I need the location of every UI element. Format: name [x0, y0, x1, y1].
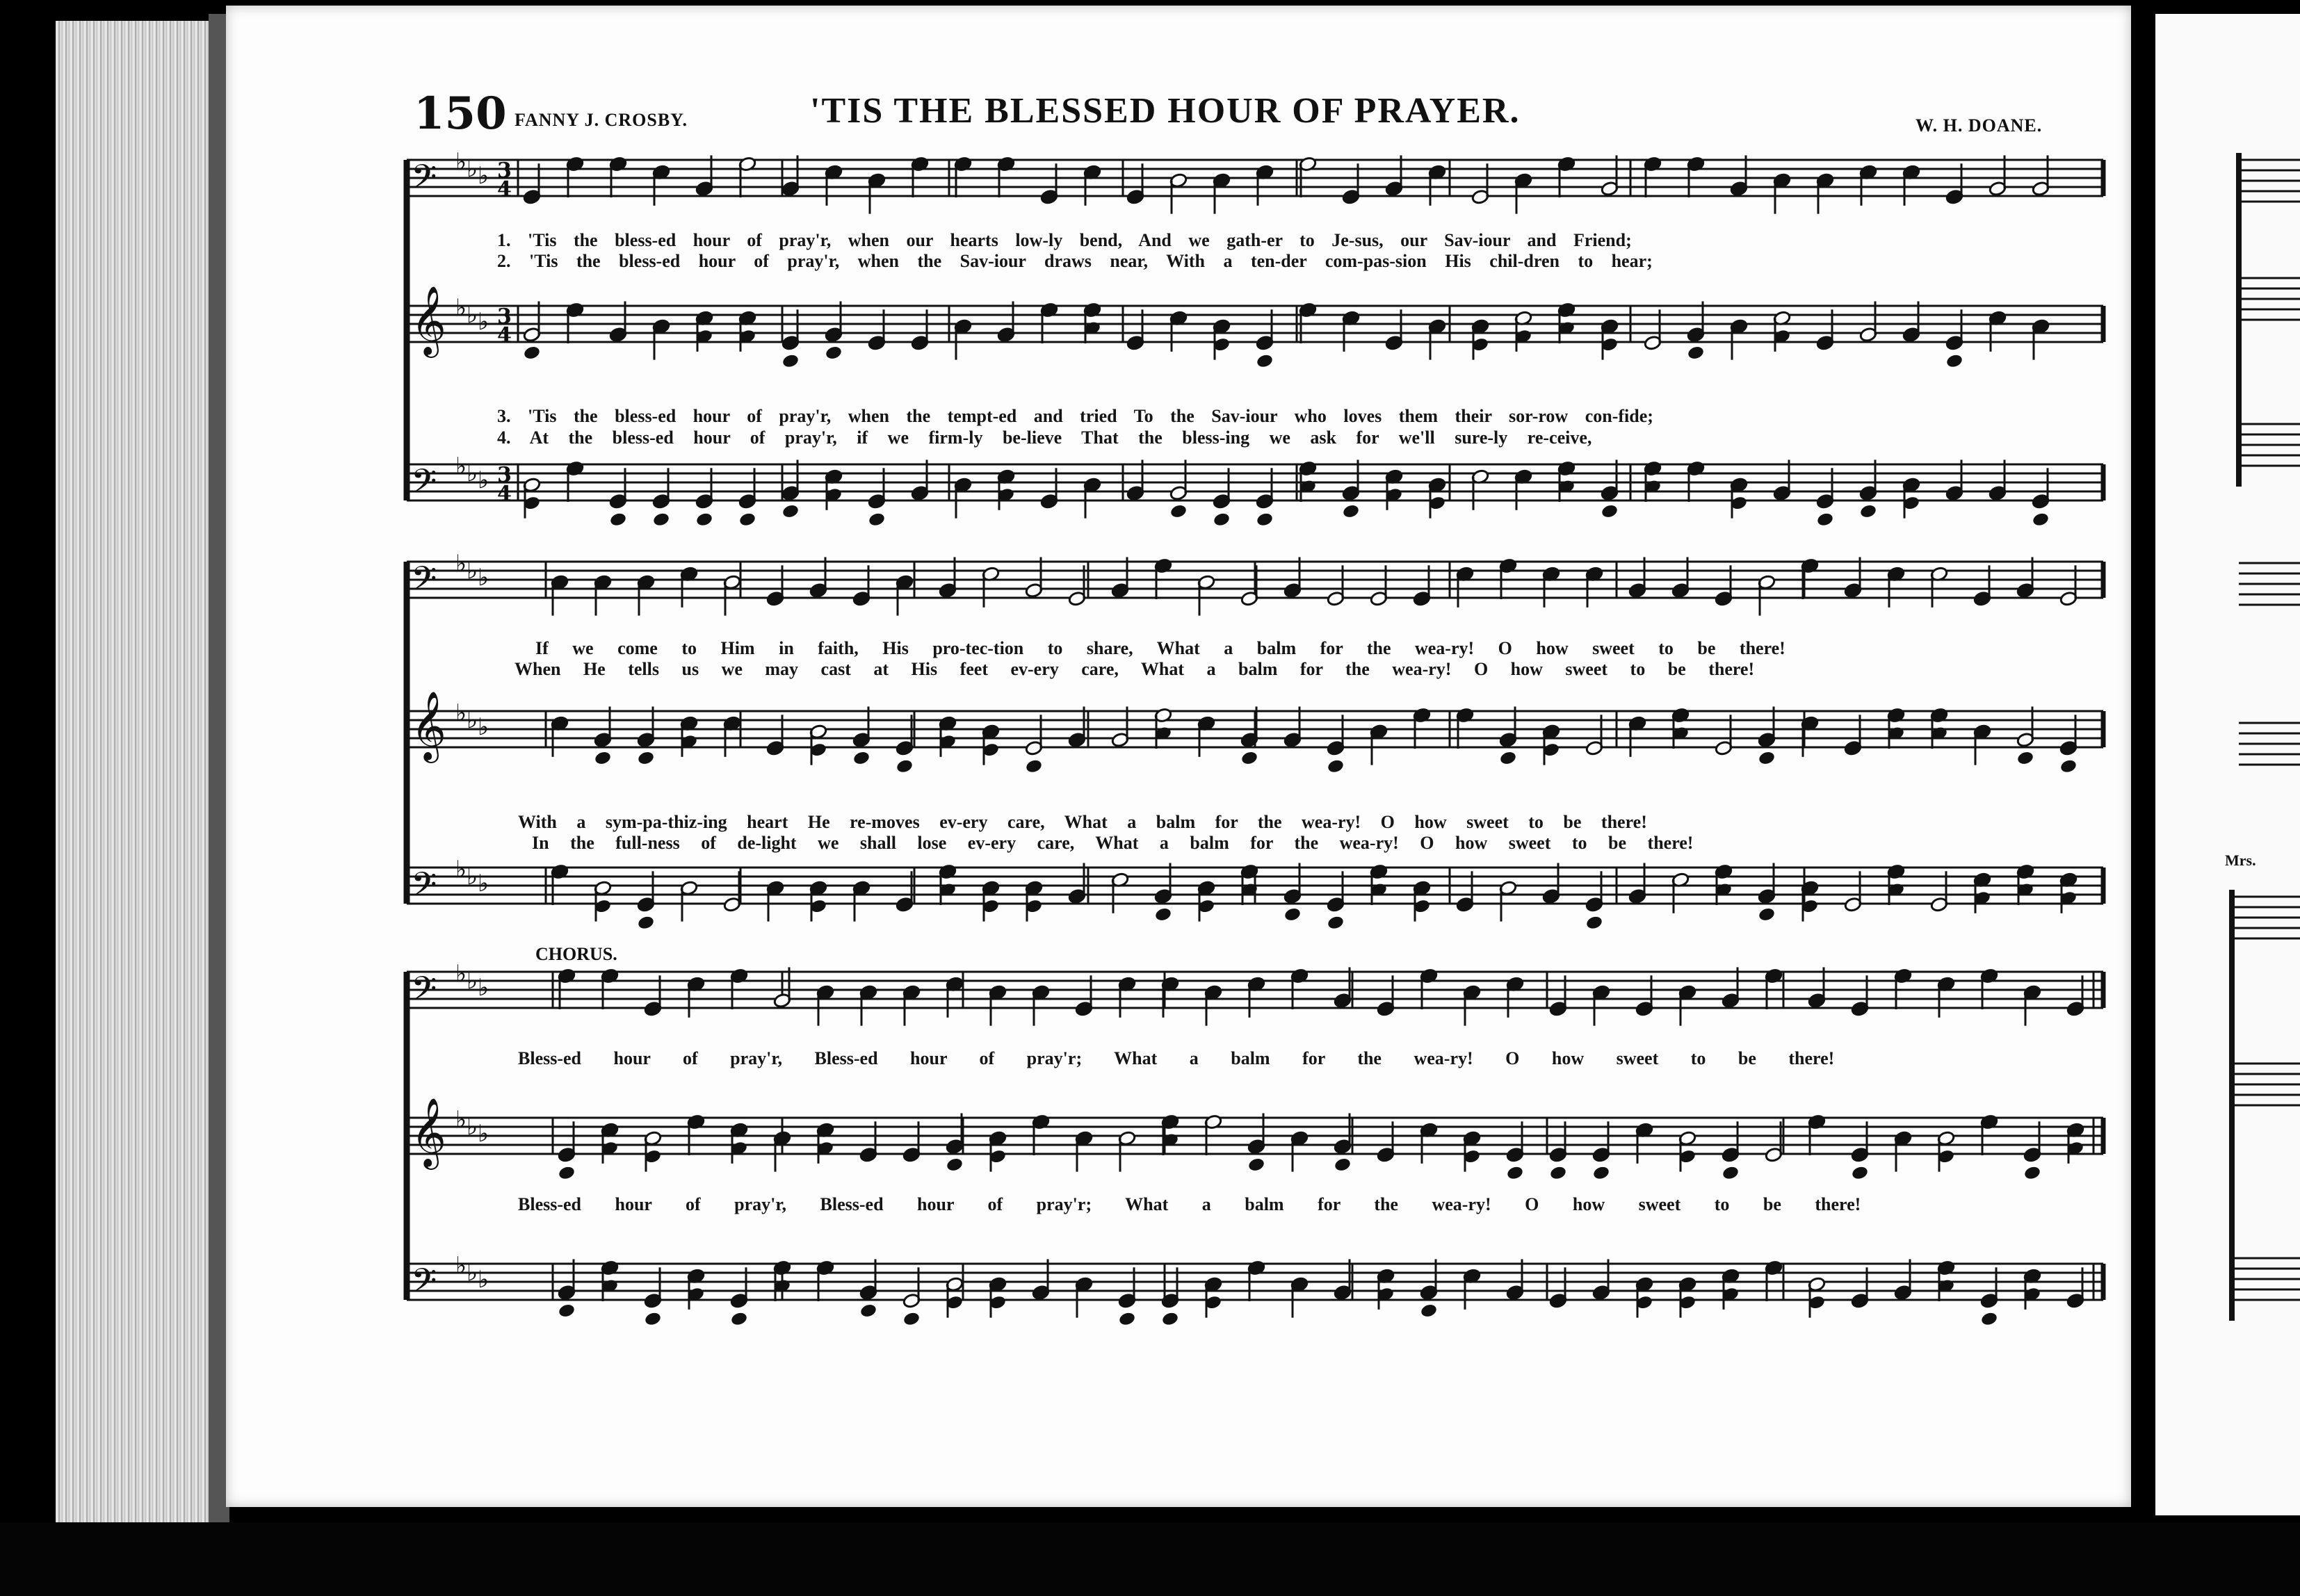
flat-sign-icon: ♭ — [455, 856, 467, 883]
adjacent-page-label: Mrs. — [2225, 852, 2256, 869]
clef-icon: 𝄞 — [411, 1098, 446, 1167]
adjacent-staff-2 — [2239, 278, 2300, 320]
note-head — [868, 512, 886, 528]
note-head — [730, 1311, 748, 1327]
clef-icon: 𝄢 — [411, 157, 437, 204]
flat-sign-icon: ♭ — [478, 1120, 489, 1148]
note-head — [1154, 906, 1172, 922]
note-head — [738, 512, 756, 528]
adjacent-staff-5 — [2239, 723, 2300, 765]
note-head — [558, 1165, 576, 1181]
flat-sign-icon: ♭ — [478, 870, 489, 897]
note-head — [1980, 1311, 1998, 1327]
note-head — [558, 1303, 576, 1319]
hymn-title: 'TIS THE BLESSED HOUR OF PRAYER. — [810, 91, 1521, 131]
adjacent-staff-1 — [2239, 160, 2300, 202]
lyric-chorus-line2: Bless-ed hour of pray'r, Bless-ed hour of pray'r; What a balm for the wea-ry! O how sweet to be there! — [518, 1194, 1861, 1214]
note-head — [859, 1303, 877, 1319]
clef-icon: 𝄢 — [411, 462, 437, 509]
note-head — [1247, 1157, 1265, 1173]
note-head — [1851, 1165, 1869, 1181]
note-head — [1758, 906, 1776, 922]
note-head — [1549, 1165, 1567, 1181]
note-head — [1722, 1165, 1740, 1181]
flat-sign-icon: ♭ — [455, 550, 467, 578]
note-head — [2016, 750, 2034, 766]
adjacent-staff-6 — [2232, 897, 2300, 938]
note-head — [695, 512, 713, 528]
note-head — [637, 750, 655, 766]
lyric-verse3-line2: With a sym-pa-thiz-ing heart He re-moves ev-ery care, What a balm for the wea-ry! O how sweet to be there! — [518, 812, 1647, 832]
note-head — [781, 503, 800, 519]
note-head — [1283, 906, 1302, 922]
adjacent-staff-7 — [2232, 1064, 2300, 1105]
note-head — [1334, 1157, 1352, 1173]
note-head — [1118, 1311, 1136, 1327]
lyric-verse2-line2: When He tells us we may cast at His feet ev-ery care, What a balm for the wea-ry! O how sweet to be there! — [515, 659, 1755, 679]
clef-icon: 𝄞 — [411, 691, 446, 760]
adjacent-staff-4 — [2239, 563, 2300, 605]
note-head — [1240, 750, 1258, 766]
flat-sign-icon: ♭ — [467, 706, 478, 734]
flat-sign-icon: ♭ — [455, 294, 467, 322]
time-signature: 3 — [497, 304, 512, 329]
note-head — [1816, 512, 1834, 528]
flat-sign-icon: ♭ — [455, 960, 467, 988]
composer-credit: W. H. DOANE. — [1916, 115, 2043, 136]
time-signature: 3 — [497, 463, 512, 487]
note-head — [1169, 503, 1188, 519]
note-head — [609, 512, 627, 528]
flat-sign-icon: ♭ — [478, 308, 489, 336]
clef-icon: 𝄢 — [411, 969, 437, 1016]
note-head — [1327, 758, 1345, 774]
note-head — [1256, 512, 1274, 528]
note-head — [523, 345, 541, 361]
lyric-verse1-line1: 1. 'Tis the bless-ed hour of pray'r, when our hearts low-ly bend, And we gath-er to Je-sus, our Sav-iour and Friend; — [497, 230, 1632, 250]
note-head — [1327, 915, 1345, 931]
clef-icon: 𝄢 — [411, 1261, 437, 1308]
flat-sign-icon: ♭ — [467, 967, 478, 995]
lyric-chorus-line1: Bless-ed hour of pray'r, Bless-ed hour of pray'r; What a balm for the wea-ry! O how sweet to be there! — [518, 1048, 1835, 1068]
clef-icon: 𝄢 — [411, 865, 437, 912]
flat-sign-icon: ♭ — [467, 301, 478, 329]
note-head — [902, 1311, 921, 1327]
note-head — [852, 750, 870, 766]
adjacent-staff-8 — [2232, 1258, 2300, 1300]
flat-sign-icon: ♭ — [478, 466, 489, 494]
page-number: 150 — [414, 88, 507, 140]
note-head — [1601, 503, 1619, 519]
flat-sign-icon: ♭ — [478, 1266, 489, 1294]
flat-sign-icon: ♭ — [467, 1259, 478, 1287]
note-head — [946, 1157, 964, 1173]
adjacent-staff-3 — [2239, 424, 2300, 466]
hymn-page — [226, 6, 2131, 1507]
adjacent-page — [2155, 14, 2300, 1515]
note-head — [896, 758, 914, 774]
flat-sign-icon: ♭ — [455, 1252, 467, 1280]
note-head — [1256, 353, 1274, 369]
note-head — [1506, 1165, 1524, 1181]
lyric-verse3-line1: 3. 'Tis the bless-ed hour of pray'r, when the tempt-ed and tried To the Sav-iour who loves them their sor-row con-fide; — [497, 406, 1653, 426]
lyric-verse4-line2: In the full-ness of de-light we shall lose ev-ery care, What a balm for the wea-ry! O how sweet to be there! — [532, 833, 1694, 853]
flat-sign-icon: ♭ — [455, 1106, 467, 1134]
note-head — [652, 512, 670, 528]
lyricist-credit: FANNY J. CROSBY. — [515, 110, 688, 130]
note-head — [1025, 758, 1043, 774]
time-signature: 4 — [497, 323, 512, 348]
note-head — [594, 750, 612, 766]
note-head — [2032, 512, 2050, 528]
book-page-edges — [56, 21, 226, 1522]
note-head — [1585, 915, 1603, 931]
note-head — [825, 345, 843, 361]
flat-sign-icon: ♭ — [478, 564, 489, 592]
lyric-verse1-line2: If we come to Him in faith, His pro-tec-tion to share, What a balm for the wea-ry! O how sweet to be there! — [535, 638, 1785, 658]
flat-sign-icon: ♭ — [478, 974, 489, 1002]
note-head — [2023, 1165, 2041, 1181]
note-head — [1859, 503, 1877, 519]
note-head — [1420, 1303, 1438, 1319]
note-head — [1758, 750, 1776, 766]
note-head — [644, 1311, 662, 1327]
note-head — [1592, 1165, 1610, 1181]
note-head — [781, 353, 800, 369]
note-head — [1945, 353, 1963, 369]
note-head — [637, 915, 655, 931]
note-head — [1213, 512, 1231, 528]
flat-sign-icon: ♭ — [467, 557, 478, 585]
flat-sign-icon: ♭ — [455, 148, 467, 176]
lyric-verse4-line1: 4. At the bless-ed hour of pray'r, if we firm-ly be-lieve That the bless-ing we ask for we'll sure-ly re-ceive, — [497, 427, 1592, 448]
note-head — [2059, 758, 2078, 774]
time-signature: 3 — [497, 158, 512, 183]
flat-sign-icon: ♭ — [478, 162, 489, 190]
flat-sign-icon: ♭ — [478, 713, 489, 741]
note-head — [1499, 750, 1517, 766]
flat-sign-icon: ♭ — [455, 699, 467, 727]
note-head — [1342, 503, 1360, 519]
scan-bottom-margin — [0, 1522, 2300, 1596]
flat-sign-icon: ♭ — [467, 459, 478, 487]
note-head — [1687, 345, 1705, 361]
flat-sign-icon: ♭ — [455, 453, 467, 480]
flat-sign-icon: ♭ — [467, 155, 478, 183]
time-signature: 4 — [497, 482, 512, 506]
clef-icon: 𝄞 — [411, 286, 446, 355]
clef-icon: 𝄢 — [411, 559, 437, 606]
flat-sign-icon: ♭ — [467, 863, 478, 890]
note-head — [1161, 1311, 1179, 1327]
lyric-verse2-line1: 2. 'Tis the bless-ed hour of pray'r, when the Sav-iour draws near, With a ten-der com-pas-sion His chil-dren to hear; — [497, 251, 1653, 271]
flat-sign-icon: ♭ — [467, 1113, 478, 1141]
chorus-label: CHORUS. — [535, 944, 617, 964]
time-signature: 4 — [497, 177, 512, 202]
adjacent-page-staves — [2155, 14, 2300, 1515]
